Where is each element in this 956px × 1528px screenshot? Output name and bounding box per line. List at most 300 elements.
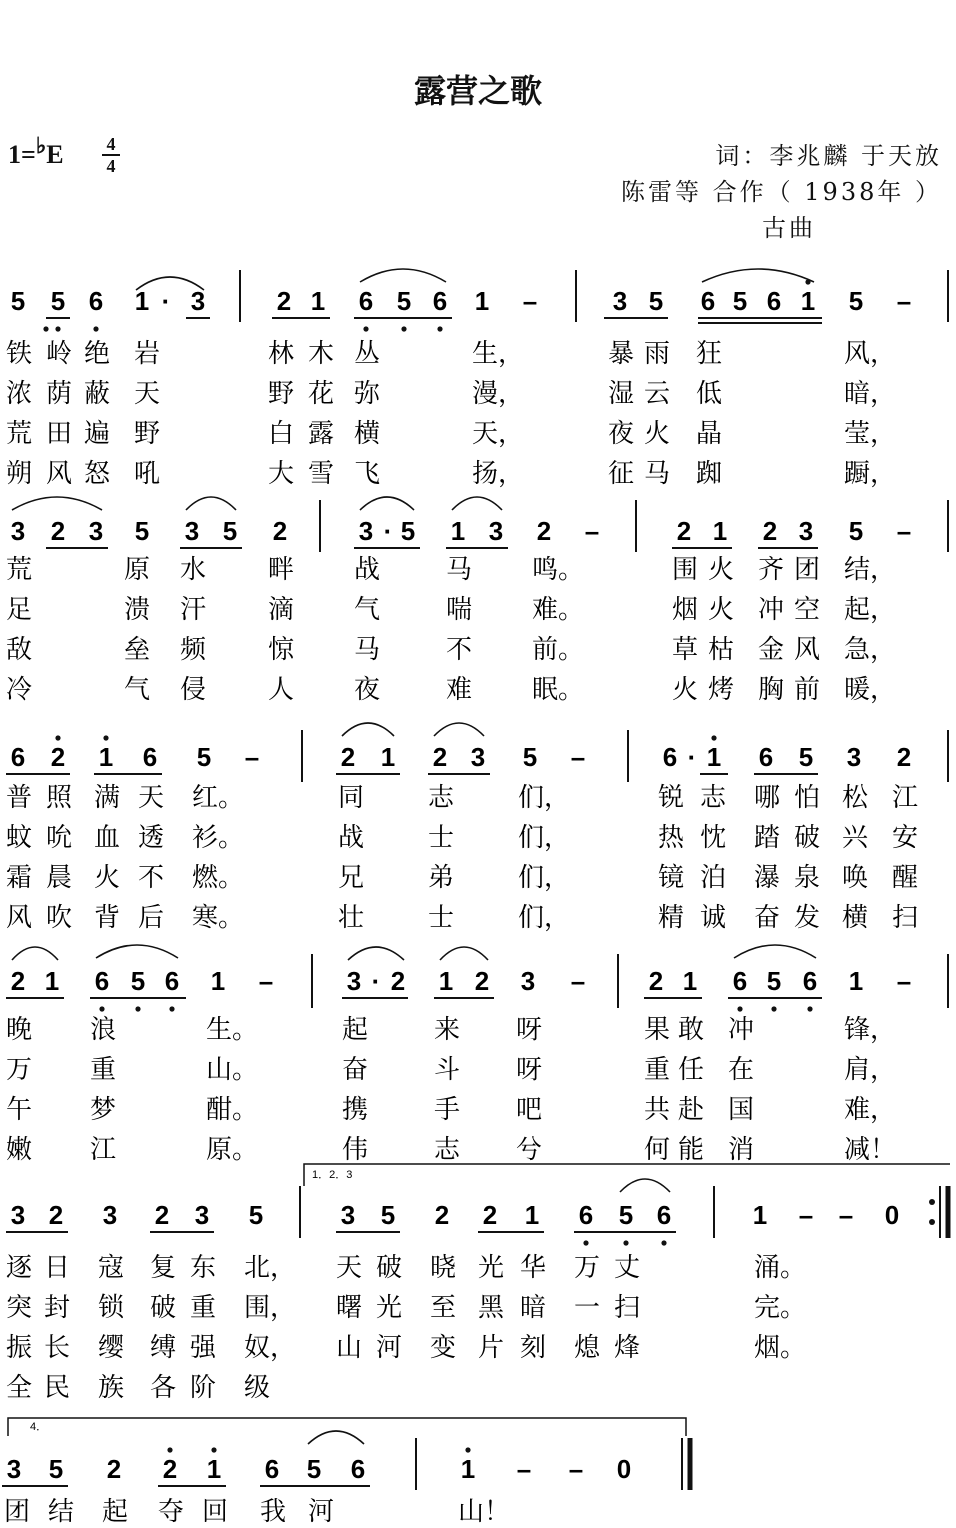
lyric-char: 气 [354,595,381,625]
lyric-char: 缨 [98,1333,125,1363]
low-octave-dot [93,326,98,331]
lyric-char: 烤 [708,675,735,705]
lyric-char: 火 [708,595,735,625]
lyric-char: 夜 [354,675,381,705]
lyric-char: 露 [308,419,335,449]
lyric-char: 大 [268,459,295,489]
lyric-char: 瀑 [754,863,781,893]
lyric-char: 背 [94,903,121,933]
note-number: 5 [50,286,66,316]
lyric-char: 水 [180,555,207,585]
lyric-char: 火 [94,863,121,893]
lyric-char: 破 [794,823,821,853]
lyric-char: 忱 [700,823,727,853]
lyric-char: 至 [430,1293,457,1323]
lyric-char: 各 [150,1373,177,1403]
dot-mark: · [687,742,697,772]
lyric-char: 霜 [6,863,33,893]
lyric-char: 难。 [532,595,585,625]
note-number: 2 [536,516,552,546]
lyric-char: 长 [44,1333,71,1363]
lyric-char: 足 [6,595,33,625]
lyric-char: 团 [4,1497,31,1527]
lyric-char: 蚊 [6,823,33,853]
note-number: 5 [396,286,412,316]
second-ending-label: 4． [30,1421,48,1433]
note-number: 3 [846,742,862,772]
note-number: 2 [432,742,448,772]
note-number: 1 [752,1200,768,1230]
note-number: 1 [380,742,396,772]
lyric-char: 风 [794,635,821,665]
slur [12,497,102,510]
lyric-char: 赴 [678,1095,705,1125]
lyric-char: 林 [268,339,295,369]
lyric-char: 齐 [758,555,785,585]
note-number: 2 [474,966,490,996]
note-number: 6 [164,966,180,996]
lyric-char: 晚 [6,1015,33,1045]
lyric-char: 变 [430,1333,457,1363]
lyric-char: 吼 [134,459,161,489]
lyric-char: 蔽 [84,379,111,409]
note-number: 5 [648,286,664,316]
lyric-char: 怕 [794,783,821,813]
note-number: 1 [524,1200,540,1230]
lyric-char: 生。 [206,1015,259,1045]
lyric-char: 踏 [754,823,781,853]
lyric-char: 空 [794,595,821,625]
lyric-char: 雪 [308,459,335,489]
lyric-char: 肩， [844,1055,897,1085]
note-number: 0 [616,1454,632,1484]
lyric-char: 精 [658,903,685,933]
first-ending-label: 1．2．3 [312,1169,353,1181]
lyric-char: 溃 [124,595,151,625]
high-octave-dot [167,1447,172,1452]
note-number: 6 [732,966,748,996]
slur [734,945,816,958]
note-number: 3 [184,516,200,546]
high-octave-dot [465,1447,470,1452]
lyric-char: 弥 [354,379,381,409]
lyric-char: 金 [758,635,785,665]
lyric-char: 兴 [842,823,869,853]
note-number: 3 [6,1454,22,1484]
note-number: 6 [656,1200,672,1230]
slur [348,947,404,960]
lyric-char: 重 [190,1293,217,1323]
lyric-char: 生， [472,339,525,369]
lyric-char: 泉 [794,863,821,893]
repeat-dot [929,1219,935,1225]
lyric-char: 江 [90,1135,117,1165]
sustain-dash: – [798,1200,814,1230]
lyric-char: 侵 [180,675,207,705]
note-number: 0 [884,1200,900,1230]
slur [96,945,178,958]
lyric-char: 起 [102,1497,129,1527]
note-number: 6 [350,1454,366,1484]
key-signature: 1=♭E [8,133,64,169]
lyric-char: 鸣。 [532,555,585,585]
lyric-char: 光 [478,1253,505,1283]
lyric-char: 万 [6,1055,33,1085]
lyric-char: 难 [446,675,473,705]
lyric-char: 共 [644,1095,671,1125]
lyric-char: 前 [794,675,821,705]
lyric-char: 团 [794,555,821,585]
low-octave-dot [169,1006,174,1011]
note-number: 3 [612,286,628,316]
note-number: 3 [102,1200,118,1230]
sustain-dash: – [522,286,538,316]
sustain-dash: – [896,966,912,996]
low-octave-dot [135,1006,140,1011]
note-number: 2 [762,516,778,546]
note-number: 5 [380,1200,396,1230]
lyric-char: 国 [728,1095,755,1125]
lyric-char: 伟 [342,1135,369,1165]
lyric-char: 风 [46,459,73,489]
lyric-char: 我 [260,1497,287,1527]
lyric-char: 火 [708,555,735,585]
lyric-char: 云 [644,379,671,409]
lyric-char: 横 [354,419,381,449]
note-number: 2 [272,516,288,546]
lyric-char: 火 [644,419,671,449]
lyric-char: 围， [244,1293,297,1323]
lyric-char: 风 [6,903,33,933]
lyric-char: 起 [342,1015,369,1045]
note-number: 5 [848,516,864,546]
lyric-char: 全 [6,1373,33,1403]
note-number: 6 [94,966,110,996]
note-number: 1 [310,286,326,316]
note-number: 2 [648,966,664,996]
lyric-char: 荒 [6,419,33,449]
note-number: 3 [358,516,374,546]
lyric-char: 荒 [6,555,33,585]
lyric-char: 山 [336,1333,363,1363]
low-octave-dot [737,1006,742,1011]
note-number: 6 [802,966,818,996]
lyric-char: 志 [428,783,455,813]
lyric-char: 吹 [46,903,73,933]
lyric-char: 缚 [150,1333,177,1363]
lyric-char: 晶 [696,419,723,449]
lyric-char: 刻 [520,1333,547,1363]
lyric-char: 醒 [892,863,919,893]
note-number: 2 [390,966,406,996]
dot-mark: · [371,966,381,996]
slur [12,947,58,960]
note-number: 2 [676,516,692,546]
lyric-char: 们， [518,863,571,893]
lyric-char: 复 [150,1253,177,1283]
lyric-char: 低 [696,379,723,409]
lyric-char: 怒 [84,459,111,489]
note-number: 2 [162,1454,178,1484]
note-number: 3 [488,516,504,546]
lyric-char: 血 [94,823,121,853]
low-octave-dot [401,326,406,331]
lyric-char: 暖， [844,675,897,705]
lyric-char: 荫 [46,379,73,409]
lyric-char: 阶 [190,1373,217,1403]
note-number: 1 [474,286,490,316]
lyric-char: 梦 [90,1095,117,1125]
lyric-char: 扫 [892,903,919,933]
note-number: 2 [896,742,912,772]
lyric-char: 北， [244,1253,297,1283]
lyric-char: 泊 [700,863,727,893]
lyric-char: 夜 [608,419,635,449]
note-number: 5 [222,516,238,546]
lyric-char: 涌。 [754,1253,807,1283]
lyric-char: 战 [338,823,365,853]
lyric-char: 兮 [516,1135,543,1165]
lyric-char: 铁 [6,339,33,369]
lyric-char: 照 [46,783,73,813]
note-number: 6 [358,286,374,316]
lyric-char: 前。 [532,635,585,665]
lyric-char: 光 [376,1293,403,1323]
dot-mark: · [161,286,171,316]
low-octave-dot [807,1006,812,1011]
slur [308,1431,364,1444]
lyric-char: 士 [428,823,455,853]
lyric-char: 们， [518,783,571,813]
lyric-char: 重 [90,1055,117,1085]
lyric-char: 风， [844,339,897,369]
note-number: 5 [130,966,146,996]
lyric-char: 破 [376,1253,403,1283]
lyric-char: 烟。 [754,1333,807,1363]
lyric-char: 马 [446,555,473,585]
lyric-char: 携 [342,1095,369,1125]
lyric-char: 在 [728,1055,755,1085]
lyric-char: 酣。 [206,1095,259,1125]
lyric-char: 蹰， [844,459,897,489]
sustain-dash: – [258,966,274,996]
high-octave-dot [103,735,108,740]
lyric-char: 衫。 [192,823,245,853]
lyric-char: 唤 [842,863,869,893]
lyric-char: 减！ [844,1135,897,1165]
lyric-char: 冲 [758,595,785,625]
lyric-char: 岭 [46,339,73,369]
lyric-char: 族 [98,1373,125,1403]
note-number: 3 [346,966,362,996]
lyric-char: 兄 [338,863,365,893]
lyric-char: 田 [46,419,73,449]
lyric-char: 奋 [342,1055,369,1085]
lyric-char: 普 [6,783,33,813]
sustain-dash: – [516,1454,532,1484]
low-octave-dot [437,326,442,331]
slur [342,723,394,736]
note-number: 3 [340,1200,356,1230]
note-number: 5 [10,286,26,316]
note-number: 1 [44,966,60,996]
lyric-char: 片 [478,1333,505,1363]
lyric-char: 手 [434,1095,461,1125]
note-number: 5 [248,1200,264,1230]
time-signature: 4 4 [100,134,122,176]
lyric-char: 野 [268,379,295,409]
note-number: 5 [766,966,782,996]
lyric-char: 难， [844,1095,897,1125]
lyric-char: 马 [354,635,381,665]
lyric-char: 能 [678,1135,705,1165]
lyric-char: 志 [434,1135,461,1165]
lyric-char: 曙 [336,1293,363,1323]
note-number: 1 [134,286,150,316]
lyric-char: 野 [134,419,161,449]
lyric-char: 江 [892,783,919,813]
low-octave-dot [43,326,48,331]
lyric-char: 弟 [428,863,455,893]
lyric-char: 枯 [708,635,735,665]
note-number: 2 [434,1200,450,1230]
note-number: 5 [848,286,864,316]
lyric-char: 不 [138,863,165,893]
lyric-char: 征 [608,459,635,489]
sustain-dash: – [570,742,586,772]
lyric-char: 结， [844,555,897,585]
lyric-char: 吧 [516,1095,543,1125]
lyric-char: 满 [94,783,121,813]
lyric-char: 锐 [658,783,685,813]
lyric-char: 胸 [758,675,785,705]
song-title: 露营之歌 [413,72,542,110]
lyric-char: 日 [44,1253,71,1283]
lyric-char: 敢 [678,1015,705,1045]
note-number: 5 [798,742,814,772]
lyric-char: 诚 [700,903,727,933]
lyric-char: 暴 [608,339,635,369]
lyric-char: 重 [644,1055,671,1085]
lyric-char: 浪 [90,1015,117,1045]
slur [620,1179,670,1192]
note-number: 2 [50,742,66,772]
lyric-char: 呀 [516,1055,543,1085]
low-octave-dot [623,1240,628,1245]
sustain-dash: – [896,516,912,546]
low-octave-dot [661,1240,666,1245]
lyric-char: 志 [700,783,727,813]
note-number: 1 [682,966,698,996]
lyric-char: 呀 [516,1015,543,1045]
lyric-char: 天 [138,783,165,813]
note-number: 1 [210,966,226,996]
lyric-char: 们， [518,823,571,853]
lyric-char: 敌 [6,635,33,665]
lyric-char: 强 [190,1333,217,1363]
lyric-char: 天 [134,379,161,409]
lyric-char: 逐 [6,1253,33,1283]
lyric-char: 黑 [478,1293,505,1323]
lyric-char: 冷 [6,675,33,705]
lyric-char: 眠。 [532,675,585,705]
lyric-char: 白 [268,419,295,449]
lyric-char: 喘 [446,595,473,625]
lyric-char: 晨 [46,863,73,893]
lyric-char: 朔 [6,459,33,489]
lyric-char: 频 [180,635,207,665]
note-number: 3 [10,516,26,546]
lyric-char: 不 [446,635,473,665]
lyric-char: 暗， [844,379,897,409]
lyric-char: 遍 [84,419,111,449]
lyric-char: 浓 [6,379,33,409]
lyric-char: 急， [844,635,897,665]
lyric-char: 奋 [754,903,781,933]
lyric-char: 夺 [158,1497,185,1527]
note-number: 5 [522,742,538,772]
sustain-dash: – [570,966,586,996]
lyric-char: 果 [644,1015,671,1045]
lyric-char: 滴 [268,595,295,625]
lyric-char: 烽 [614,1333,641,1363]
lyric-char: 透 [138,823,165,853]
lyric-char: 东 [190,1253,217,1283]
lyric-char: 扬， [472,459,525,489]
lyric-char: 花 [308,379,335,409]
lyric-char: 红。 [192,783,245,813]
first-ending-bracket [304,1164,950,1186]
lyric-char: 原。 [206,1135,259,1165]
note-number: 6 [700,286,716,316]
lyric-char: 雨 [644,339,671,369]
slur [360,269,446,282]
note-number: 5 [618,1200,634,1230]
lyricist-credit: 词：李兆麟 于天放 [715,142,942,170]
lyric-char: 寒。 [192,903,245,933]
note-number: 2 [48,1200,64,1230]
slur [702,269,814,282]
note-number: 6 [142,742,158,772]
lyric-char: 扫 [614,1293,641,1323]
note-number: 5 [306,1454,322,1484]
note-number: 1 [206,1454,222,1484]
high-octave-dot [711,735,716,740]
note-number: 3 [10,1200,26,1230]
lyric-char: 烟 [672,595,699,625]
lyric-char: 晓 [430,1253,457,1283]
lyric-char: 午 [6,1095,33,1125]
note-number: 1 [706,742,722,772]
note-number: 6 [88,286,104,316]
low-octave-dot [771,1006,776,1011]
lyric-char: 漫， [472,379,525,409]
lyric-char: 湿 [608,379,635,409]
lyric-char: 人 [268,675,295,705]
lyric-char: 丛 [354,339,381,369]
lyric-char: 踟 [696,459,723,489]
note-number: 1 [460,1454,476,1484]
lyric-char: 来 [434,1015,461,1045]
lyric-char: 河 [308,1497,335,1527]
note-number: 5 [48,1454,64,1484]
slur [186,497,236,510]
lyric-char: 民 [44,1373,71,1403]
slur [360,497,414,510]
note-number: 2 [50,516,66,546]
slur [434,723,484,736]
note-number: 2 [482,1200,498,1230]
